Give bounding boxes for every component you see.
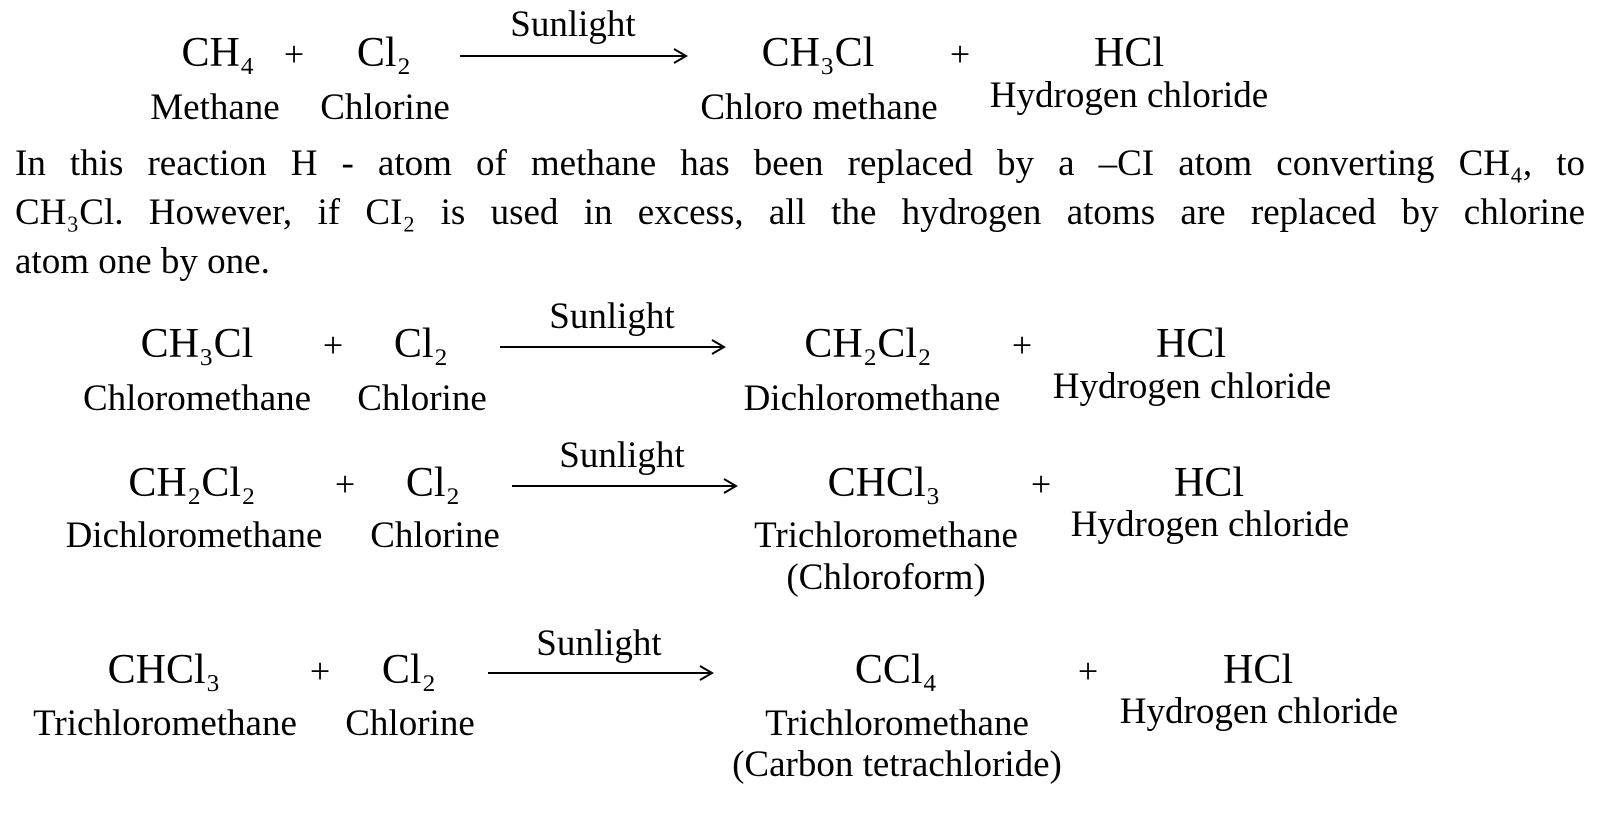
reactant-1-formula: CHCl₃ — [107, 647, 221, 693]
reactant-2-name: Chlorine — [320, 87, 450, 128]
reactant-1-name: Trichloromethane — [33, 703, 297, 744]
reaction-arrow-icon — [488, 661, 714, 685]
reactant-2-name: Chlorine — [370, 515, 500, 556]
reactant-2-name: Chlorine — [357, 378, 487, 419]
reactant-2-formula: Cl₂ — [405, 460, 461, 506]
plus-sign: + — [949, 34, 971, 74]
explanation-paragraph — [15, 139, 1585, 286]
paragraph-line: atom one by one. — [15, 241, 270, 282]
reactant-2-formula: Cl₂ — [381, 647, 437, 693]
reactant-2-formula: Cl₂ — [356, 30, 412, 76]
reactant-2-formula: Cl₂ — [393, 321, 449, 367]
reactant-2-name: Chlorine — [345, 703, 475, 744]
product-2-name: Hydrogen chloride — [1052, 366, 1332, 407]
plus-sign: + — [309, 651, 331, 691]
plus-sign: + — [283, 34, 305, 74]
product-2-name: Hydrogen chloride — [989, 75, 1269, 116]
plus-sign: + — [322, 325, 344, 365]
reaction-condition: Sunlight — [536, 623, 662, 664]
product-2-name: Hydrogen chloride — [1070, 504, 1350, 545]
product-1-formula: CH₃Cl — [761, 30, 875, 76]
plus-sign: + — [1077, 651, 1099, 691]
product-2-formula: HCl — [1093, 30, 1165, 76]
reaction-arrow-icon — [500, 335, 726, 359]
plus-sign: + — [1011, 325, 1033, 365]
paragraph-line: In this reaction H - atom of methane has been replaced by a –CI atom converting CH₄, to — [15, 143, 1585, 184]
reaction-arrow-icon — [512, 474, 738, 498]
plus-sign: + — [1030, 464, 1052, 504]
paragraph-line: CH₃Cl. However, if CI₂ is used in excess, all the hydrogen atoms are replaced by chlorine — [15, 192, 1585, 233]
reaction-condition: Sunlight — [549, 296, 675, 337]
product-1-name: Chloro methane — [700, 87, 938, 128]
reactant-1-formula: CH₃Cl — [140, 321, 254, 367]
product-1-formula: CHCl₃ — [827, 460, 941, 506]
reactant-1-formula: CH₄ — [181, 30, 255, 76]
product-1-formula: CH₂Cl₂ — [804, 321, 932, 367]
product-1-formula: CCl₄ — [854, 647, 938, 693]
product-1-alt-name: (Carbon tetrachloride) — [732, 744, 1062, 785]
product-1-alt-name: (Chloroform) — [786, 557, 986, 598]
reactant-1-name: Dichloromethane — [65, 515, 323, 556]
product-2-name: Hydrogen chloride — [1119, 691, 1399, 732]
product-1-name: Dichloromethane — [743, 378, 1001, 419]
reactant-1-name: Methane — [150, 87, 280, 128]
reactant-1-formula: CH₂Cl₂ — [128, 460, 256, 506]
reactant-1-name: Chloromethane — [82, 378, 312, 419]
product-2-formula: HCl — [1155, 321, 1227, 367]
plus-sign: + — [334, 464, 356, 504]
reaction-condition: Sunlight — [510, 4, 636, 45]
product-2-formula: HCl — [1173, 460, 1245, 506]
product-1-name: Trichloromethane — [765, 703, 1029, 744]
reaction-arrow-icon — [460, 44, 688, 68]
reaction-condition: Sunlight — [559, 435, 685, 476]
product-1-name: Trichloromethane — [754, 515, 1018, 556]
product-2-formula: HCl — [1222, 647, 1294, 693]
